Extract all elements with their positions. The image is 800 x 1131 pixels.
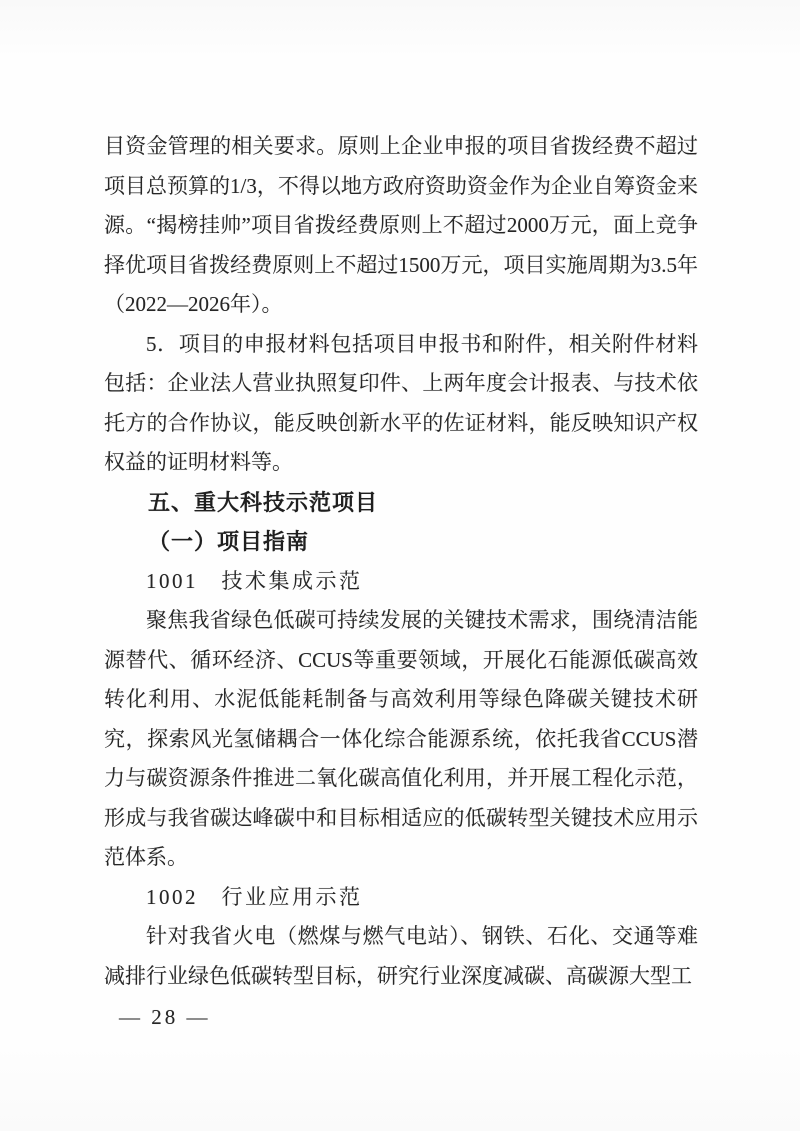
guide-1001-body: 聚焦我省绿色低碳可持续发展的关键技术需求，围绕清洁能源替代、循环经济、CCUS等重要领域，开展化石能源低碳高效转化利用、水泥低能耗制备与高效利用等绿色降碳关键技术研究，探索风光氢储耦合一体化综合能源系统，依托我省CCUS潜力与碳资源条件推进二氧化碳高值化利用，并开展工程化示范，形成与我省碳达峰碳中和目标相适应的低碳转型关键技术应用示范体系。 xyxy=(104,608,698,869)
scan-noise-bottom xyxy=(0,1040,800,1131)
guide-1002-title: 1002 行业应用示范 xyxy=(146,884,363,909)
scan-noise-top xyxy=(0,0,800,60)
section-heading-major-demo-projects: 五、重大科技示范项目 xyxy=(148,489,379,515)
guide-1002-body: 针对我省火电（燃煤与燃气电站）、钢铁、石化、交通等难减排行业绿色低碳转型目标，研究行业深度减碳、高碳源大型工 xyxy=(104,924,698,988)
page-number: — 28 — xyxy=(119,1005,211,1029)
guide-1001-title: 1001 技术集成示范 xyxy=(146,568,363,593)
subsection-heading-project-guide: （一）项目指南 xyxy=(148,529,310,554)
page-body-text xyxy=(104,127,698,996)
paragraph-item-5: 5．项目的申报材料包括项目申报书和附件，相关附件材料包括：企业法人营业执照复印件、上两年度会计报表、与技术依托方的合作协议，能反映创新水平的佐证材料，能反映知识产权权益的证明材料等。 xyxy=(104,331,698,474)
paragraph-continuation: 目资金管理的相关要求。原则上企业申报的项目省拨经费不超过项目总预算的1/3，不得以地方政府资助资金作为企业自筹资金来源。“揭榜挂帅”项目省拨经费原则上不超过2000万元，面上竞争择优项目省拨经费原则上不超过1500万元，项目实施周期为3.5年（2022—2026年）。 xyxy=(104,134,698,316)
